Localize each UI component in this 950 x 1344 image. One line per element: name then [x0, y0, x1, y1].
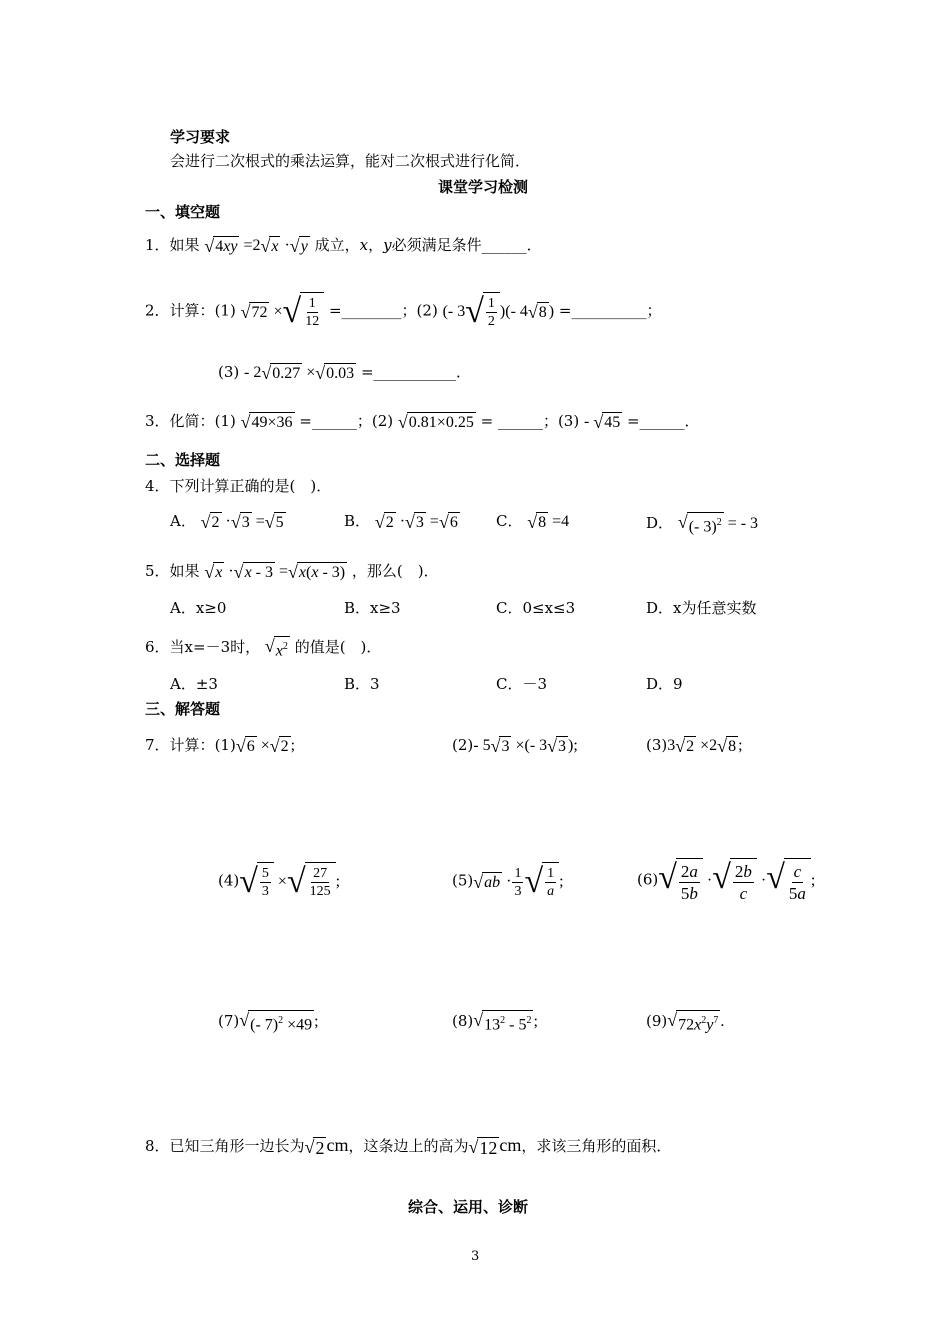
- q7-number: 7．: [145, 736, 170, 754]
- q7-part-4: [218, 862, 340, 902]
- question-8: [145, 1134, 671, 1157]
- q4-a-formula: √ 2 · √ 3 = √ 5: [200, 512, 284, 533]
- q6-post: 的值是( )．: [294, 637, 382, 656]
- q7-1-label: (1): [214, 736, 236, 754]
- part1-heading: 一、填空题: [145, 203, 221, 221]
- footer-section-title: 综合、运用、诊断: [408, 1198, 529, 1216]
- q6-option-d: D．9: [646, 675, 683, 693]
- q7-8-formula: √ $13^2 - 5^2$ ;: [473, 1010, 538, 1034]
- q3c-formula: - √ 45: [583, 412, 621, 433]
- q4-option-b: [344, 512, 460, 532]
- q4-c-label: C．: [496, 512, 523, 530]
- q2b-formula: (- 3 √ $\frac{1}{2}$ )(- 4 √ 8 ): [442, 293, 555, 330]
- q3-number: 3．: [145, 412, 170, 430]
- q3a-blank: =______；: [299, 412, 372, 430]
- question-2c: [218, 363, 471, 383]
- q8-side-formula: √ 2 cm: [304, 1135, 349, 1158]
- q6-formula: √ $x^2$: [264, 636, 288, 660]
- question-4-stem: 4．下列计算正确的是( )．: [145, 477, 332, 495]
- q4-option-a: [170, 512, 286, 532]
- q7-part-5: [452, 862, 564, 902]
- q5-c-label: C．: [496, 599, 523, 617]
- question-1: [145, 236, 542, 256]
- q8-number: 8．: [145, 1137, 170, 1155]
- q7-6-label: (6): [637, 870, 659, 889]
- q2c-formula: - 2 √ 0.27 × √ 0.03: [244, 363, 355, 384]
- q5-a-label: A．: [170, 599, 196, 617]
- q5-post: ，那么( )．: [351, 562, 439, 580]
- q3b-blank: = ______；: [480, 412, 558, 430]
- q1-pre: 如果: [169, 236, 200, 254]
- part3-heading: 三、解答题: [145, 700, 221, 718]
- q4-a-label: A．: [170, 512, 196, 530]
- q7-7-formula: √ (- 7)$^2$ ×49 ;: [239, 1010, 319, 1034]
- q7-part-3: [646, 736, 743, 756]
- q4-b-label: B．: [344, 512, 371, 530]
- q8-unit-2: cm: [499, 1135, 522, 1155]
- q7-9-label: (9): [646, 1011, 668, 1030]
- q8-post: ，求该三角形的面积．: [521, 1137, 672, 1155]
- q3-part-c: (3): [557, 412, 580, 430]
- q8-pre: 已知三角形一边长为: [169, 1137, 305, 1155]
- q2-part-a: (1): [214, 301, 236, 320]
- requirements-text: 会进行二次根式的乘法运算，能对二次根式进行化简．: [170, 152, 531, 170]
- requirements-heading: 学习要求: [170, 128, 231, 146]
- q7-part-6: [637, 858, 815, 904]
- q7-6-formula: √ $\frac{2a}{5b}$ · √ $\frac{2b}{c}$ · √ $\frac{c}{5a}$ ;: [658, 859, 816, 903]
- q2-number: 2．: [145, 301, 170, 320]
- q2-part-b: (2): [416, 301, 438, 320]
- q7-5-label: (5): [452, 871, 474, 890]
- q7-part-2: [452, 736, 578, 756]
- q2c-blank: =___________．: [360, 363, 472, 381]
- q1-post: 必须满足条件______．: [391, 236, 542, 254]
- question-2: [145, 292, 661, 332]
- part2-heading: 二、选择题: [145, 451, 221, 469]
- q5-b-label: B．: [344, 599, 371, 617]
- q1-number: 1．: [145, 236, 170, 254]
- q5-d-label: D．: [646, 599, 674, 617]
- q7-4-label: (4): [218, 871, 240, 890]
- q5-formula: √ x · √ x - 3 = √ x(x - 3): [204, 562, 346, 583]
- section-title: 课堂学习检测: [438, 178, 529, 196]
- q7-3-label: (3): [646, 736, 668, 754]
- q7-4-formula: √ $\frac{5}{3}$ × √ $\frac{27}{125}$ ;: [239, 863, 341, 900]
- q7-part-8: [452, 1010, 538, 1034]
- question-3: [145, 412, 700, 432]
- q7-5-formula: √ ab · $\frac{1}{3}$ √ $\frac{1}{a}$ ;: [473, 863, 564, 900]
- q5-d-value: x为任意实数: [673, 599, 757, 617]
- q3c-blank: =______．: [626, 412, 700, 430]
- q2a-formula: √ 72 × √ $\frac{1}{12}$: [241, 303, 325, 320]
- q7-part-7: [218, 1010, 319, 1034]
- q7-3-formula: 3 √ 2 ×2 √ 8 ;: [667, 736, 743, 757]
- q5-pre: 如果: [169, 562, 200, 580]
- q5-option-c: [496, 599, 575, 618]
- q8-unit-1: cm: [326, 1135, 349, 1155]
- q6-number: 6．: [145, 637, 170, 656]
- q3-pre: 化简：: [169, 412, 215, 430]
- q2b-blank: =__________；: [558, 301, 662, 320]
- q2a-blank: =________；: [328, 301, 417, 320]
- q3a-formula: √ 49×36: [240, 412, 293, 433]
- q7-2-formula: - 5 √ 3 ×(- 3 √ 3 );: [473, 736, 578, 757]
- q5-option-b: [344, 599, 401, 618]
- q6-option-a: A．±3: [170, 675, 218, 693]
- q6-option-c: C．－3: [496, 675, 548, 693]
- q5-number: 5．: [145, 562, 170, 580]
- q5-c-value: 0≤x≤3: [522, 599, 576, 617]
- q2-part-c: (3): [218, 363, 240, 381]
- q3-part-a: (1): [214, 412, 236, 430]
- q6-pre: 当x=－3时，: [169, 637, 261, 656]
- question-5: [145, 562, 439, 582]
- q8-mid: ，这条边上的高为: [348, 1137, 469, 1155]
- q2-pre: 计算：: [169, 301, 215, 320]
- q7-1-formula: √ 6 × √ 2 ;: [235, 736, 296, 757]
- q7-7-label: (7): [218, 1011, 240, 1030]
- q4-c-formula: √ 8 =4: [527, 512, 570, 533]
- q1-mid: 成立，: [314, 236, 360, 254]
- q1-var-x: x: [359, 236, 369, 254]
- q7-2-label: (2): [452, 736, 474, 754]
- q4-d-label: D．: [646, 513, 674, 532]
- q5-option-d: [646, 599, 757, 618]
- q7-pre: 计算：: [169, 736, 215, 754]
- q7-part-1: [145, 736, 295, 756]
- q5-option-a: [170, 599, 226, 618]
- page-number: 3: [471, 1249, 480, 1264]
- q4-b-formula: √ 2 · √ 3 = √ 6: [374, 512, 458, 533]
- q5-b-value: x≥3: [370, 599, 401, 617]
- q4-option-d: [646, 512, 758, 536]
- q1-var-y: y: [383, 236, 392, 254]
- question-6: [145, 636, 381, 660]
- q7-part-9: [646, 1010, 724, 1034]
- q5-a-value: x≥0: [195, 599, 227, 617]
- q7-9-formula: √ $72x^2y^7$ .: [667, 1010, 725, 1034]
- q4-option-c: [496, 512, 569, 532]
- q1-comma: ，: [368, 236, 384, 254]
- q3b-formula: √ 0.81×0.25: [397, 412, 474, 433]
- q1-formula: √ 4xy =2 √ x · √ y: [204, 236, 308, 257]
- q6-option-b: B．3: [344, 675, 380, 693]
- q4-d-formula: √ (- 3)$^2$ = - 3: [677, 512, 759, 536]
- q7-8-label: (8): [452, 1011, 474, 1030]
- q8-height-formula: √ 12 cm: [468, 1135, 522, 1158]
- q3-part-b: (2): [371, 412, 394, 430]
